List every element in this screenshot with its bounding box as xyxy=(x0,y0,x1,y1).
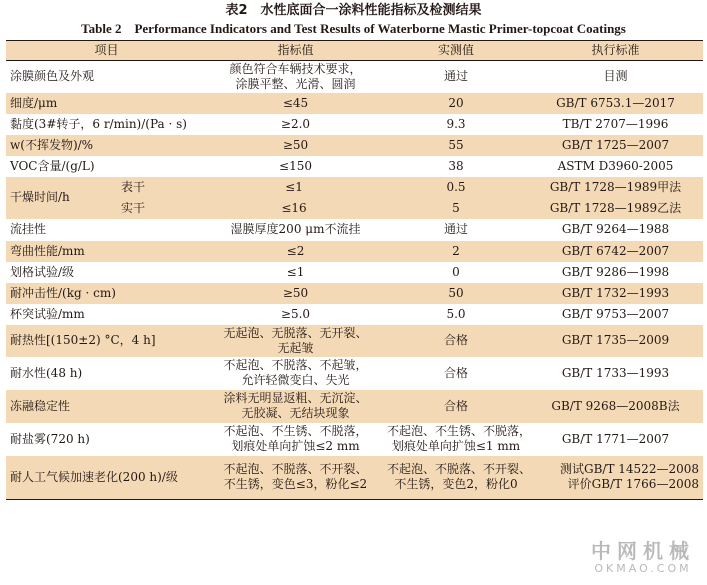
cell-line: 颜色符合车辆技术要求， xyxy=(229,61,362,76)
cell-standard xyxy=(528,283,703,304)
cell-measured xyxy=(384,456,532,500)
cell-indicator xyxy=(207,135,384,156)
cell-line: 不起泡、不脱落、不开裂、 xyxy=(387,462,532,477)
table-row xyxy=(6,390,703,423)
cell-standard xyxy=(528,304,703,325)
cell-line: GB/T 6753.1—2017 xyxy=(556,95,675,110)
cell-line: 0.5 xyxy=(446,179,466,194)
cell-item: 杯突试验/mm xyxy=(6,304,207,325)
cell-line: 不生锈，变色2，粉化0 xyxy=(394,477,518,492)
cell-subitem: 表干 xyxy=(121,179,146,194)
cell-line: GB/T 9268—2008B法 xyxy=(551,398,680,413)
cell-line: GB/T 1728—1989甲法 xyxy=(549,179,682,194)
cell-item: w(不挥发物)/% xyxy=(6,135,207,156)
cell-line: ≤1 xyxy=(285,179,303,194)
cell-measured xyxy=(384,304,528,325)
cell-measured xyxy=(384,177,528,198)
cell-standard xyxy=(528,262,703,283)
cell-item: 耐人工气候加速老化(200 h)/级 xyxy=(6,456,207,500)
cell-line: 测试GB/T 14522—2008 xyxy=(560,462,699,477)
cell-standard xyxy=(528,423,703,456)
cell-line: 允许轻微变白、失光 xyxy=(241,373,350,387)
cell-standard xyxy=(528,390,703,423)
table-row xyxy=(6,156,703,177)
cell-standard xyxy=(528,135,703,156)
cell-standard xyxy=(528,177,703,198)
cell-line: 5.0 xyxy=(446,306,466,321)
cell-standard xyxy=(528,456,703,500)
table-row xyxy=(6,325,703,357)
cell-line: 涂料无明显返粗、无沉淀、 xyxy=(223,391,368,405)
cell-measured xyxy=(384,93,528,114)
table-row xyxy=(6,135,703,156)
cell-item: 细度/μm xyxy=(6,93,207,114)
cell-item: VOC含量/(g/L) xyxy=(6,156,207,177)
cell-measured xyxy=(384,390,528,423)
cell-item: 流挂性 xyxy=(6,219,207,241)
cell-line: ≥5.0 xyxy=(280,306,311,321)
cell-item: 耐水性(48 h) xyxy=(6,357,207,390)
cell-indicator xyxy=(207,156,384,177)
header-item: 项目 xyxy=(6,41,207,61)
cell-line: 55 xyxy=(448,137,464,152)
cell-line: 合格 xyxy=(443,365,468,380)
cell-line: TB/T 2707—1996 xyxy=(562,116,669,131)
cell-measured xyxy=(384,156,528,177)
cell-line: 评价GB/T 1766—2008 xyxy=(567,477,699,492)
cell-line: 9.3 xyxy=(446,116,466,131)
table-row xyxy=(6,114,703,135)
cell-standard xyxy=(528,219,703,241)
cell-indicator xyxy=(121,177,384,198)
header-standard: 执行标准 xyxy=(528,41,703,61)
cell-line: 20 xyxy=(448,95,464,110)
cell-line: ≥2.0 xyxy=(280,116,311,131)
table-row xyxy=(6,241,703,262)
cell-line: 无起皱 xyxy=(277,340,314,355)
cell-indicator xyxy=(207,61,384,93)
cell-line: GB/T 1732—1993 xyxy=(561,285,670,300)
cell-line: GB/T 9264—1988 xyxy=(561,222,670,236)
cell-indicator xyxy=(207,423,384,456)
table-row xyxy=(6,177,703,198)
watermark xyxy=(591,540,695,575)
cell-line: 不生锈，变色≤3，粉化≤2 xyxy=(223,477,368,492)
cell-standard xyxy=(528,325,703,357)
table-row xyxy=(6,219,703,241)
cell-line: ≤45 xyxy=(282,95,309,110)
cell-standard xyxy=(528,114,703,135)
cell-item: 划格试验/级 xyxy=(6,262,207,283)
cell-measured xyxy=(384,114,528,135)
cell-measured xyxy=(384,198,528,219)
cell-standard xyxy=(528,93,703,114)
table-row xyxy=(6,423,703,456)
cell-measured xyxy=(384,283,528,304)
cell-measured xyxy=(384,325,528,357)
cell-line: GB/T 9753—2007 xyxy=(561,306,670,321)
cell-item: 弯曲性能/mm xyxy=(6,241,207,262)
cell-indicator xyxy=(207,304,384,325)
cell-measured xyxy=(384,135,528,156)
table-row xyxy=(6,304,703,325)
table-row xyxy=(6,262,703,283)
cell-measured xyxy=(384,357,528,390)
table-caption-cn: 表2 水性底面合一涂料性能指标及检测结果 xyxy=(225,3,482,18)
cell-standard xyxy=(528,241,703,262)
cell-line: 划痕处单向扩蚀≤2 mm xyxy=(231,439,360,453)
cell-line: 目测 xyxy=(603,69,628,84)
cell-item: 耐热性[(150±2) °C，4 h] xyxy=(6,325,207,357)
cell-line: ≤2 xyxy=(286,243,305,258)
cell-line: 无胶凝、无结块现象 xyxy=(241,406,350,420)
cell-indicator xyxy=(207,283,384,304)
cell-indicator xyxy=(207,357,384,390)
cell-line: ≤16 xyxy=(281,200,307,215)
cell-line: 无起泡、无脱落、无开裂、 xyxy=(223,325,368,340)
cell-line: 湿膜厚度200 μm不流挂 xyxy=(230,222,361,236)
cell-line: 通过 xyxy=(443,222,468,236)
cell-line: 合格 xyxy=(443,398,468,413)
cell-line: GB/T 1733—1993 xyxy=(561,365,670,380)
header-measured: 实测值 xyxy=(384,41,528,61)
cell-line: GB/T 1728—1989乙法 xyxy=(549,200,682,215)
cell-measured xyxy=(384,241,528,262)
cell-line: 不起泡、不脱落、不起皱， xyxy=(223,358,368,372)
cell-subitem: 实干 xyxy=(121,200,146,215)
performance-table xyxy=(6,40,703,500)
cell-indicator xyxy=(207,325,384,357)
cell-line: 0 xyxy=(452,264,460,279)
cell-line: ≥50 xyxy=(282,285,309,300)
table-row xyxy=(6,93,703,114)
cell-measured xyxy=(384,262,528,283)
cell-line: ≤150 xyxy=(279,158,312,173)
cell-line: 通过 xyxy=(443,69,468,84)
cell-line: ≤1 xyxy=(286,264,305,279)
cell-item: 耐冲击性/(kg · cm) xyxy=(6,283,207,304)
cell-line: GB/T 1771—2007 xyxy=(561,431,670,446)
cell-item: 黏度(3#转子，6 r/min)/(Pa · s) xyxy=(6,114,207,135)
cell-item-text: 干燥时间/h xyxy=(10,190,70,204)
cell-line: 38 xyxy=(448,158,464,173)
cell-line: GB/T 1735—2009 xyxy=(561,333,670,347)
cell-line: 划痕处单向扩蚀≤1 mm xyxy=(391,439,521,453)
cell-item: 耐盐雾(720 h) xyxy=(6,423,207,456)
cell-indicator xyxy=(207,241,384,262)
table-row xyxy=(6,61,703,93)
header-indicator: 指标值 xyxy=(207,41,384,61)
cell-standard xyxy=(528,198,703,219)
cell-indicator xyxy=(207,219,384,241)
cell-item: 涂膜颜色及外观 xyxy=(6,61,207,93)
cell-indicator xyxy=(207,390,384,423)
cell-line: 50 xyxy=(448,285,464,300)
cell-indicator xyxy=(207,456,384,500)
table-body xyxy=(6,61,703,500)
cell-measured xyxy=(384,61,528,93)
cell-line: 合格 xyxy=(443,333,468,347)
cell-line: GB/T 6742—2007 xyxy=(561,243,670,258)
table-row xyxy=(6,357,703,390)
cell-line: 涂膜平整、光滑、圆润 xyxy=(235,76,356,91)
cell-line: 不起泡、不脱落、不开裂、 xyxy=(223,462,368,477)
cell-indicator xyxy=(207,93,384,114)
table-caption-en: Table 2 Performance Indicators and Test Results of Waterborne Mastic Primer-topcoat Coatings xyxy=(81,21,626,36)
cell-measured xyxy=(384,423,532,456)
header-row xyxy=(6,41,703,61)
cell-measured xyxy=(384,219,528,241)
watermark-cn: 中网机械 xyxy=(591,539,695,563)
table-row xyxy=(6,456,703,500)
cell-item: 冻融稳定性 xyxy=(6,390,207,423)
cell-item xyxy=(6,177,207,219)
cell-line: ≥50 xyxy=(282,137,309,152)
cell-standard xyxy=(528,156,703,177)
cell-line: ASTM D3960-2005 xyxy=(557,158,674,173)
cell-line: 不起泡、不生锈、不脱落， xyxy=(223,424,368,438)
cell-line: 2 xyxy=(452,243,460,258)
cell-indicator xyxy=(121,198,384,219)
cell-line: GB/T 9286—1998 xyxy=(561,264,670,279)
cell-line: 不起泡、不生锈、不脱落， xyxy=(387,424,532,438)
cell-line: 5 xyxy=(452,200,460,215)
cell-standard xyxy=(528,61,703,93)
watermark-en: OKMAO.COM xyxy=(594,562,692,575)
cell-indicator xyxy=(207,262,384,283)
table-row xyxy=(6,283,703,304)
cell-line: GB/T 1725—2007 xyxy=(561,137,670,152)
cell-indicator xyxy=(207,114,384,135)
cell-standard xyxy=(528,357,703,390)
